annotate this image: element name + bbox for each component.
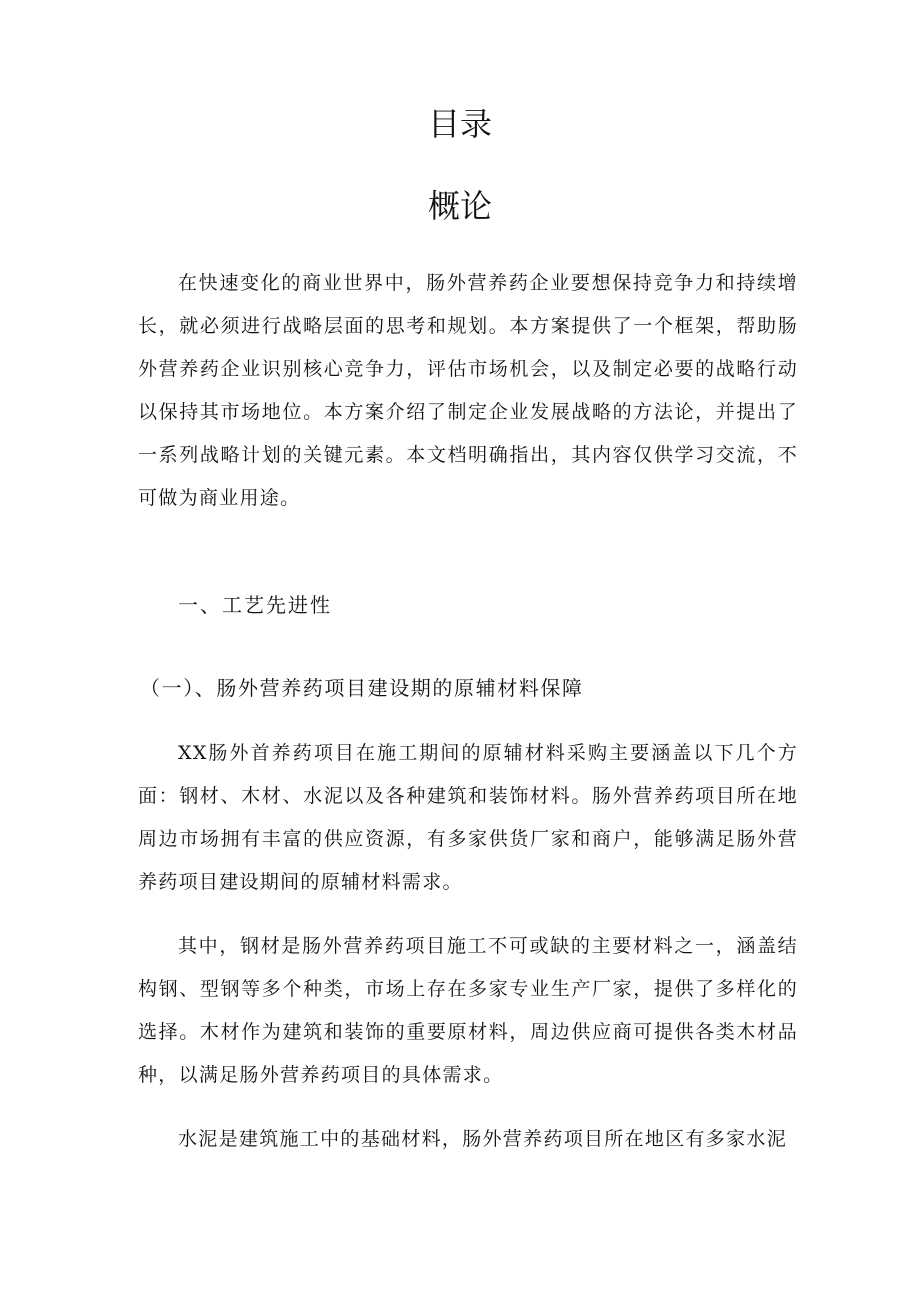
intro-paragraph: 在快速变化的商业世界中，肠外营养药企业要想保持竞争力和持续增长，就必须进行战略层面的思考和规划。本方案提供了一个框架，帮助肠外营养药企业识别核心竞争力，评估市场机会，以及制定必要的战略行动以保持其市场地位。本方案介绍了制定企业发展战略的方法论，并提出了一系列战略计划的关键元素。本文档明确指出，其内容仅供学习交流，不可做为商业用途。 <box>138 272 798 509</box>
body-paragraph: 水泥是建筑施工中的基础材料，肠外营养药项目所在地区有多家水泥 <box>178 1128 788 1150</box>
body-paragraph: 其中，钢材是肠外营养药项目施工不可或缺的主要材料之一，涵盖结构钢、型钢等多个种类，市场上存在多家专业生产厂家，提供了多样化的选择。木材作为建筑和装饰的重要原材料，周边供应商可提供各类木材品种，以满足肠外营养药项目的具体需求。 <box>138 935 798 1086</box>
subsection-heading: （一）、肠外营养药项目建设期的原辅材料保障 <box>140 676 584 700</box>
body-paragraph: XX肠外首养药项目在施工期间的原辅材料采购主要涵盖以下几个方面：钢材、木材、水泥以及各种建筑和装饰材料。肠外营养药项目所在地周边市场拥有丰富的供应资源，有多家供货厂家和商户，能够满足肠外营养药项目建设期间的原辅材料需求。 <box>138 742 798 893</box>
intro-title: 概论 <box>427 187 492 225</box>
toc-title: 目录 <box>427 105 492 143</box>
section-heading: 一、工艺先进性 <box>178 593 332 617</box>
